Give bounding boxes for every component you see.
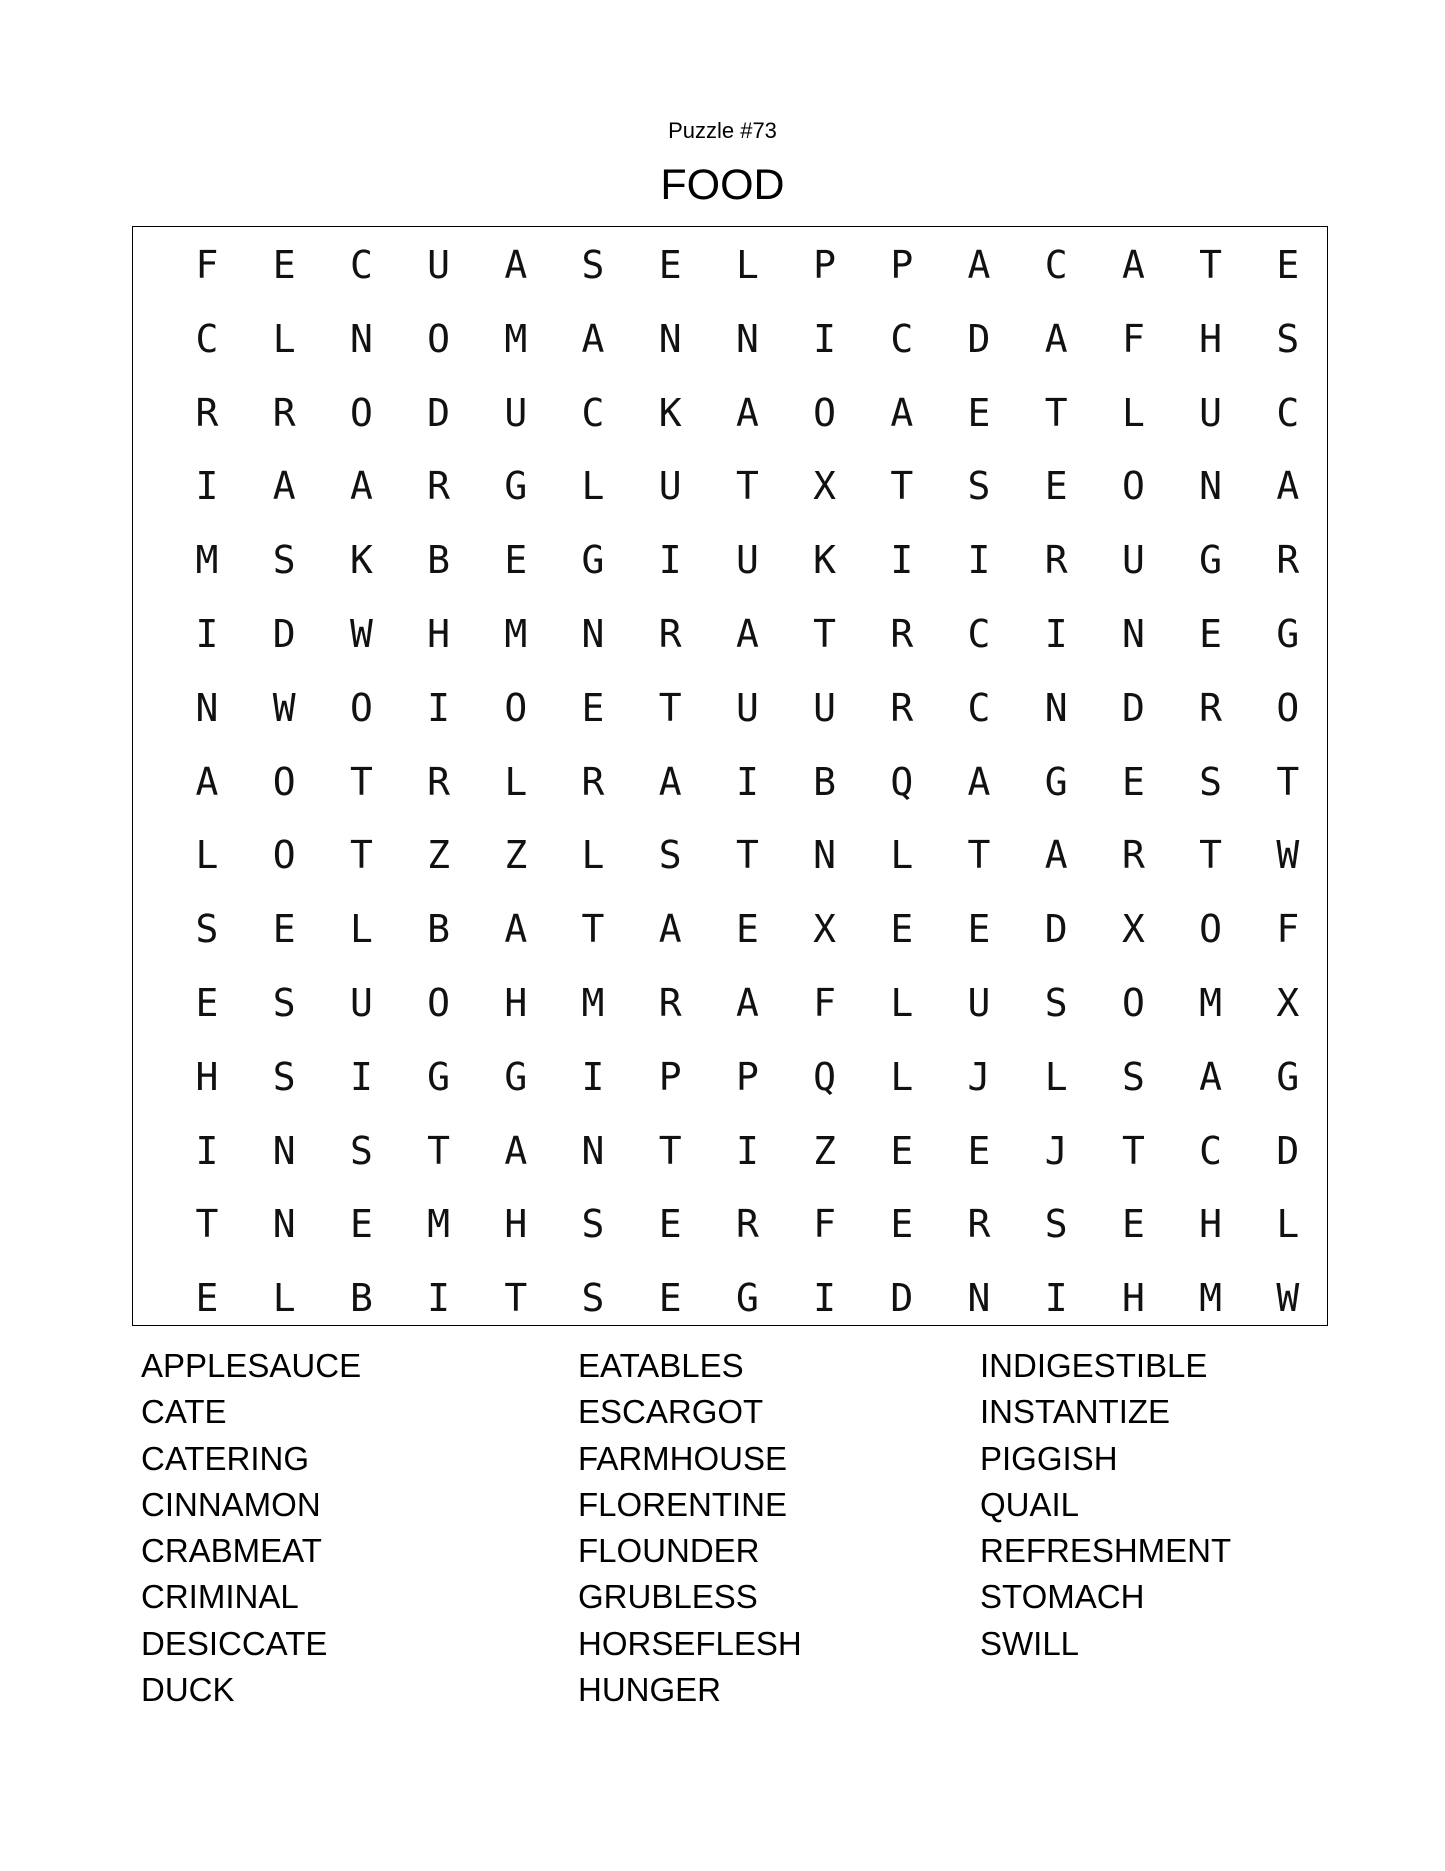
puzzle-number: Puzzle #73 — [668, 118, 777, 143]
grid-letter[interactable]: I — [735, 1128, 759, 1173]
grid-letter[interactable]: N — [967, 1276, 991, 1321]
grid-letter[interactable]: X — [813, 907, 837, 952]
grid-letter[interactable]: I — [195, 612, 219, 656]
grid-letter[interactable]: C — [1276, 390, 1300, 435]
grid-letter[interactable]: S — [967, 464, 991, 509]
grid-letter[interactable]: U — [967, 981, 991, 1025]
grid-letter[interactable]: O — [504, 685, 528, 730]
grid-letter[interactable]: T — [1276, 759, 1300, 804]
grid-letter[interactable]: I — [195, 1128, 219, 1173]
grid-letter[interactable]: H — [1121, 1276, 1145, 1321]
word-list-item: INDIGESTIBLE — [980, 1347, 1208, 1384]
grid-letter[interactable]: A — [581, 316, 605, 361]
grid-letter[interactable]: E — [967, 907, 991, 952]
grid-letter[interactable]: E — [967, 390, 991, 435]
grid-letter[interactable]: L — [581, 464, 605, 509]
word-list-item: CRABMEAT — [141, 1532, 322, 1570]
grid-letter[interactable]: H — [1199, 1202, 1223, 1247]
grid-letter[interactable]: N — [735, 316, 759, 361]
word-list-item: DUCK — [141, 1671, 235, 1709]
grid-letter[interactable]: I — [427, 1276, 451, 1321]
grid-letter[interactable]: U — [349, 981, 373, 1025]
grid-letter[interactable]: R — [658, 612, 682, 656]
grid-letter[interactable]: M — [504, 316, 528, 361]
grid-letter[interactable]: G — [1276, 612, 1300, 656]
grid-letter[interactable]: N — [813, 833, 837, 878]
grid-letter[interactable]: S — [1044, 981, 1068, 1025]
grid-letter[interactable]: D — [967, 316, 991, 361]
word-list-item: CATERING — [141, 1439, 310, 1477]
grid-letter[interactable]: A — [1044, 833, 1068, 878]
word-list-item: QUAIL — [980, 1485, 1080, 1523]
grid-letter[interactable]: J — [1044, 1128, 1068, 1173]
word-list-item: FLOUNDER — [578, 1532, 760, 1570]
grid-letter[interactable]: K — [349, 538, 373, 583]
grid-letter[interactable]: C — [349, 243, 373, 287]
word-list-item: FLORENTINE — [578, 1485, 788, 1523]
grid-letter[interactable]: A — [890, 390, 914, 435]
grid-letter[interactable]: O — [272, 759, 296, 804]
grid-letter[interactable]: R — [427, 759, 451, 804]
grid-letter[interactable]: Z — [427, 833, 451, 878]
grid-letter[interactable]: M — [1199, 1276, 1223, 1321]
grid-letter[interactable]: I — [581, 1054, 605, 1099]
grid-letter[interactable]: T — [813, 612, 837, 656]
grid-letter[interactable]: E — [195, 1276, 219, 1321]
grid-letter[interactable]: T — [1044, 390, 1068, 435]
grid-letter[interactable]: O — [427, 981, 451, 1025]
grid-letter[interactable]: P — [890, 243, 914, 287]
grid-letter[interactable]: E — [1044, 464, 1068, 509]
grid-letter[interactable]: C — [1199, 1128, 1223, 1173]
grid-letter[interactable]: D — [1276, 1128, 1300, 1173]
grid-letter[interactable]: L — [735, 243, 759, 287]
grid-letter[interactable]: L — [890, 981, 914, 1025]
word-list-item: STOMACH — [980, 1578, 1145, 1616]
grid-letter[interactable]: G — [504, 464, 528, 509]
grid-letter[interactable]: X — [1121, 907, 1145, 952]
grid-letter[interactable]: K — [813, 538, 837, 583]
grid-letter[interactable]: C — [195, 316, 219, 361]
grid-letter[interactable]: G — [735, 1276, 759, 1321]
grid-letter[interactable]: G — [1044, 759, 1068, 804]
grid-letter[interactable]: R — [735, 1202, 759, 1247]
grid-letter[interactable]: R — [1044, 538, 1068, 583]
grid-letter[interactable]: P — [735, 1054, 759, 1099]
grid-letter[interactable]: O — [272, 833, 296, 878]
grid-letter[interactable]: C — [1044, 243, 1068, 287]
grid-letter[interactable]: G — [581, 538, 605, 583]
grid-letter[interactable]: A — [1276, 464, 1300, 509]
grid-letter[interactable]: G — [504, 1054, 528, 1099]
grid-letter[interactable]: F — [813, 1202, 837, 1247]
grid-letter[interactable]: G — [427, 1054, 451, 1099]
grid-letter[interactable]: X — [1276, 981, 1300, 1025]
grid-letter[interactable]: I — [967, 538, 991, 583]
word-list-item: HUNGER — [578, 1671, 722, 1709]
grid-letter[interactable]: G — [1276, 1054, 1300, 1099]
grid-letter[interactable]: E — [890, 1202, 914, 1247]
grid-letter[interactable]: O — [349, 390, 373, 435]
grid-letter[interactable]: I — [195, 464, 219, 509]
grid-letter[interactable]: U — [1121, 538, 1145, 583]
word-list-item: EATABLES — [578, 1347, 744, 1384]
grid-row — [133, 450, 1327, 523]
grid-letter[interactable]: A — [735, 981, 759, 1025]
grid-letter[interactable]: E — [581, 685, 605, 730]
word-list-item: CATE — [141, 1393, 227, 1431]
grid-letter[interactable]: F — [813, 981, 837, 1025]
grid-letter[interactable]: S — [272, 981, 296, 1025]
grid-letter[interactable]: O — [1276, 685, 1300, 730]
grid-letter[interactable]: T — [658, 685, 682, 730]
puzzle-title: FOOD — [660, 161, 785, 209]
grid-row — [133, 1041, 1327, 1114]
grid-letter[interactable]: U — [504, 390, 528, 435]
grid-letter[interactable]: E — [504, 538, 528, 583]
grid-letter[interactable]: S — [1044, 1202, 1068, 1247]
grid-letter[interactable]: S — [581, 243, 605, 287]
grid-letter[interactable]: S — [272, 1054, 296, 1099]
grid-letter[interactable]: B — [427, 538, 451, 583]
word-list-item: INSTANTIZE — [980, 1393, 1171, 1431]
grid-letter[interactable]: I — [1044, 1276, 1068, 1321]
grid-letter[interactable]: L — [349, 907, 373, 952]
grid-letter[interactable]: E — [1121, 759, 1145, 804]
grid-letter[interactable]: S — [195, 907, 219, 952]
grid-letter[interactable]: W — [272, 685, 296, 730]
grid-letter[interactable]: R — [967, 1202, 991, 1247]
grid-letter[interactable]: N — [1121, 612, 1145, 656]
grid-letter[interactable]: O — [1121, 464, 1145, 509]
grid-letter[interactable]: I — [813, 316, 837, 361]
grid-row — [133, 524, 1327, 597]
grid-letter[interactable]: G — [1199, 538, 1223, 583]
grid-letter[interactable]: T — [735, 833, 759, 878]
grid-letter[interactable]: S — [272, 538, 296, 583]
grid-letter[interactable]: R — [427, 464, 451, 509]
grid-letter[interactable]: A — [735, 612, 759, 656]
grid-letter[interactable]: A — [1199, 1054, 1223, 1099]
word-list-column-2 — [578, 1343, 802, 1713]
grid-letter[interactable]: I — [427, 685, 451, 730]
grid-letter[interactable]: L — [890, 1054, 914, 1099]
grid-letter[interactable]: U — [813, 685, 837, 730]
grid-letter[interactable]: E — [890, 1128, 914, 1173]
grid-letter[interactable]: E — [1199, 612, 1223, 656]
grid-letter[interactable]: F — [1121, 316, 1145, 361]
grid-letter[interactable]: N — [658, 316, 682, 361]
grid-letter[interactable]: O — [1121, 981, 1145, 1025]
grid-letter[interactable]: B — [813, 759, 837, 804]
grid-letter[interactable]: L — [1121, 390, 1145, 435]
grid-letter[interactable]: I — [349, 1054, 373, 1099]
grid-letter[interactable]: I — [813, 1276, 837, 1321]
word-list-item: ESCARGOT — [578, 1393, 764, 1431]
grid-letter[interactable]: E — [1121, 1202, 1145, 1247]
grid-letter[interactable]: A — [504, 243, 528, 287]
grid-letter[interactable]: M — [427, 1202, 451, 1247]
grid-letter[interactable]: M — [504, 612, 528, 656]
grid-letter[interactable]: N — [581, 1128, 605, 1173]
grid-letter[interactable]: R — [890, 612, 914, 656]
grid-letter[interactable]: D — [1044, 907, 1068, 952]
grid-letter[interactable]: L — [1276, 1202, 1300, 1247]
grid-letter[interactable]: S — [1121, 1054, 1145, 1099]
grid-letter[interactable]: H — [504, 1202, 528, 1247]
grid-letter[interactable]: E — [1276, 243, 1300, 287]
grid-letter[interactable]: D — [1121, 685, 1145, 730]
grid-letter[interactable]: R — [658, 981, 682, 1025]
grid-letter[interactable]: N — [1199, 464, 1223, 509]
grid-letter[interactable]: D — [890, 1276, 914, 1321]
grid-letter[interactable]: N — [1044, 685, 1068, 730]
grid-letter[interactable]: T — [504, 1276, 528, 1321]
grid-letter[interactable]: E — [272, 907, 296, 952]
grid-letter[interactable]: D — [272, 612, 296, 656]
grid-letter[interactable]: N — [195, 685, 219, 730]
grid-letter[interactable]: A — [1121, 243, 1145, 287]
grid-letter[interactable]: N — [272, 1128, 296, 1173]
grid-letter[interactable]: O — [813, 390, 837, 435]
grid-letter[interactable]: A — [967, 243, 991, 287]
grid-letter[interactable]: T — [735, 464, 759, 509]
grid-letter[interactable]: T — [349, 759, 373, 804]
grid-letter[interactable]: W — [349, 612, 373, 656]
grid-letter[interactable]: A — [1044, 316, 1068, 361]
word-list-column-1 — [141, 1343, 361, 1713]
grid-letter[interactable]: E — [658, 1276, 682, 1321]
grid-letter[interactable]: F — [195, 243, 219, 287]
grid-letter[interactable]: E — [658, 243, 682, 287]
grid-letter[interactable]: U — [658, 464, 682, 509]
grid-letter[interactable]: S — [1276, 316, 1300, 361]
grid-letter[interactable]: J — [967, 1054, 991, 1099]
grid-letter[interactable]: L — [504, 759, 528, 804]
grid-letter[interactable]: T — [967, 833, 991, 878]
grid-letter[interactable]: S — [581, 1202, 605, 1247]
grid-row — [133, 1188, 1327, 1261]
grid-letter[interactable]: A — [195, 759, 219, 804]
grid-letter[interactable]: T — [890, 464, 914, 509]
grid-letter[interactable]: A — [967, 759, 991, 804]
grid-letter[interactable]: X — [813, 464, 837, 509]
grid-letter[interactable]: L — [272, 1276, 296, 1321]
grid-letter[interactable]: T — [581, 907, 605, 952]
grid-letter[interactable]: U — [735, 538, 759, 583]
grid-letter[interactable]: A — [504, 907, 528, 952]
word-list-item: GRUBLESS — [578, 1578, 758, 1616]
grid-letter[interactable]: S — [1199, 759, 1223, 804]
grid-row — [133, 598, 1327, 671]
grid-letter[interactable]: E — [195, 981, 219, 1025]
grid-letter[interactable]: S — [658, 833, 682, 878]
grid-row — [133, 303, 1327, 376]
word-list-column-3 — [980, 1343, 1231, 1667]
grid-letter[interactable]: R — [1276, 538, 1300, 583]
grid-letter[interactable]: A — [272, 464, 296, 509]
word-list-item: REFRESHMENT — [980, 1532, 1232, 1570]
word-list-item: CRIMINAL — [141, 1578, 299, 1616]
grid-letter[interactable]: R — [1199, 685, 1223, 730]
grid-letter[interactable]: A — [735, 390, 759, 435]
grid-letter[interactable]: U — [427, 243, 451, 287]
grid-letter[interactable]: Q — [890, 759, 914, 804]
grid-letter[interactable]: R — [581, 759, 605, 804]
word-list-item: CINNAMON — [141, 1485, 321, 1523]
grid-letter[interactable]: E — [735, 907, 759, 952]
grid-letter[interactable]: L — [272, 316, 296, 361]
grid-letter[interactable]: R — [890, 685, 914, 730]
grid-letter[interactable]: R — [195, 390, 219, 435]
word-list-item: SWILL — [980, 1624, 1080, 1662]
grid-letter[interactable]: H — [504, 981, 528, 1025]
grid-row — [133, 746, 1327, 819]
grid-letter[interactable]: C — [967, 685, 991, 730]
grid-letter[interactable]: O — [427, 316, 451, 361]
grid-letter[interactable]: I — [1044, 612, 1068, 656]
grid-letter[interactable]: C — [890, 316, 914, 361]
grid-letter[interactable]: M — [195, 538, 219, 583]
grid-letter[interactable]: A — [658, 759, 682, 804]
grid-letter[interactable]: O — [349, 685, 373, 730]
grid-letter[interactable]: M — [581, 981, 605, 1025]
grid-letter[interactable]: T — [1199, 833, 1223, 878]
grid-letter[interactable]: T — [1199, 243, 1223, 287]
grid-letter[interactable]: U — [735, 685, 759, 730]
grid-letter[interactable]: L — [195, 833, 219, 878]
grid-letter[interactable]: L — [890, 833, 914, 878]
grid-letter[interactable]: E — [272, 243, 296, 287]
grid-letter[interactable]: B — [349, 1276, 373, 1321]
grid-letter[interactable]: S — [349, 1128, 373, 1173]
word-list-item: HORSEFLESH — [578, 1624, 802, 1662]
grid-letter[interactable]: L — [1044, 1054, 1068, 1099]
grid-letter[interactable]: Z — [504, 833, 528, 878]
grid-letter[interactable]: N — [272, 1202, 296, 1247]
word-list-item: PIGGISH — [980, 1439, 1118, 1477]
grid-letter[interactable]: T — [1121, 1128, 1145, 1173]
grid-letter[interactable]: E — [349, 1202, 373, 1247]
grid-letter[interactable]: R — [272, 390, 296, 435]
grid-letter[interactable]: L — [581, 833, 605, 878]
grid-letter[interactable]: O — [1199, 907, 1223, 952]
grid-row — [133, 967, 1327, 1040]
grid-letter[interactable]: T — [427, 1128, 451, 1173]
grid-letter[interactable]: A — [658, 907, 682, 952]
grid-letter[interactable]: U — [1199, 390, 1223, 435]
grid-letter[interactable]: C — [581, 390, 605, 435]
word-list-item: FARMHOUSE — [578, 1439, 788, 1477]
grid-letter[interactable]: A — [349, 464, 373, 509]
grid-letter[interactable]: Q — [813, 1054, 837, 1099]
grid-letter[interactable]: A — [504, 1128, 528, 1173]
grid-letter[interactable]: P — [658, 1054, 682, 1099]
grid-letter[interactable]: S — [581, 1276, 605, 1321]
grid-letter[interactable]: Z — [813, 1128, 837, 1173]
grid-row — [133, 377, 1327, 450]
grid-letter[interactable]: C — [967, 612, 991, 656]
grid-letter[interactable]: T — [195, 1202, 219, 1247]
grid-row — [133, 672, 1327, 745]
letter-grid — [132, 226, 1328, 1326]
grid-letter[interactable]: I — [658, 538, 682, 583]
word-list-item: DESICCATE — [141, 1624, 328, 1662]
grid-letter[interactable]: F — [1276, 907, 1300, 952]
grid-letter[interactable]: N — [349, 316, 373, 361]
grid-letter[interactable]: E — [967, 1128, 991, 1173]
grid-letter[interactable]: T — [658, 1128, 682, 1173]
grid-letter[interactable]: H — [1199, 316, 1223, 361]
grid-letter[interactable]: T — [349, 833, 373, 878]
grid-letter[interactable]: H — [427, 612, 451, 656]
grid-letter[interactable]: M — [1199, 981, 1223, 1025]
grid-letter[interactable]: W — [1276, 833, 1300, 878]
grid-letter[interactable]: R — [1121, 833, 1145, 878]
grid-letter[interactable]: E — [658, 1202, 682, 1247]
grid-row — [133, 1262, 1327, 1335]
grid-letter[interactable]: W — [1276, 1276, 1300, 1321]
grid-letter[interactable]: D — [427, 390, 451, 435]
grid-row — [133, 819, 1327, 892]
grid-letter[interactable]: I — [735, 759, 759, 804]
grid-row — [133, 1115, 1327, 1188]
grid-letter[interactable]: B — [427, 907, 451, 952]
grid-letter[interactable]: K — [658, 390, 682, 435]
grid-row — [133, 229, 1327, 302]
grid-letter[interactable]: H — [195, 1054, 219, 1099]
grid-row — [133, 893, 1327, 966]
grid-letter[interactable]: P — [813, 243, 837, 287]
grid-letter[interactable]: I — [890, 538, 914, 583]
grid-letter[interactable]: N — [581, 612, 605, 656]
word-list-item: APPLESAUCE — [141, 1347, 362, 1384]
grid-letter[interactable]: E — [890, 907, 914, 952]
